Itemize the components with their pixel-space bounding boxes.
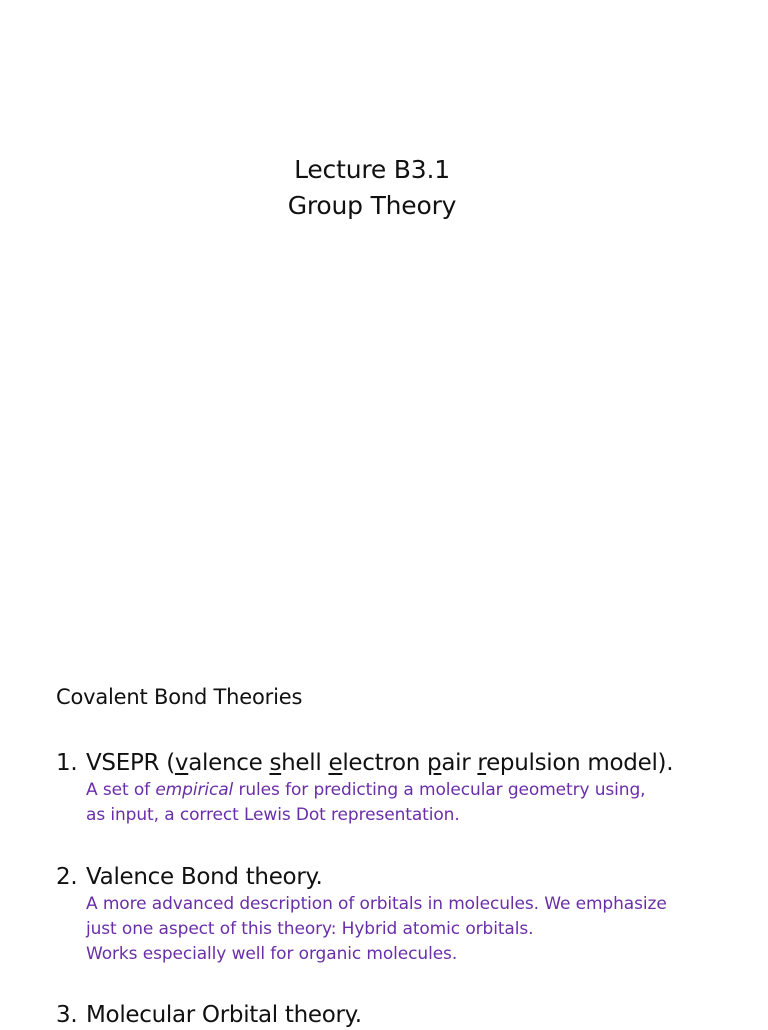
theory-description-valence-bond [86, 892, 756, 967]
slide-covalent-bond-theories [0, 650, 768, 1028]
desc-text: rules for predicting a molecular geometry using, [233, 780, 646, 800]
paren-close: ). [657, 750, 674, 776]
theory-title-molecular-orbital [56, 1000, 756, 1030]
underlined-letter-e: e [328, 750, 343, 776]
description-line: A more advanced description of orbitals in molecules. We emphasize [86, 894, 667, 914]
vsepr-acronym: VSEPR [86, 750, 160, 776]
theory-item-molecular-orbital [56, 1000, 756, 1030]
theory-title-vsepr [56, 748, 756, 778]
lecture-topic: Group Theory [287, 191, 457, 220]
lecture-number: Lecture B3.1 [294, 155, 450, 184]
description-line: just one aspect of this theory: Hybrid atomic orbitals. [86, 919, 534, 939]
underlined-letter-s: s [269, 750, 282, 776]
description-line [86, 778, 756, 803]
lecture-title-block [0, 152, 744, 224]
item-number: 2. [56, 864, 78, 890]
item-number: 3. [56, 1002, 78, 1028]
desc-text: A set of [86, 780, 156, 800]
word-shell: hell [281, 750, 329, 776]
section-heading: Covalent Bond Theories [56, 685, 303, 709]
word-pair: air [441, 750, 478, 776]
theory-name: Molecular Orbital theory. [86, 1002, 362, 1028]
theory-title-valence-bond [56, 862, 756, 892]
theory-description-vsepr [86, 778, 756, 828]
paren-open: ( [159, 750, 175, 776]
description-line: Works especially well for organic molecules. [86, 944, 458, 964]
description-line: as input, a correct Lewis Dot representation. [86, 805, 460, 825]
theory-item-vsepr [56, 748, 756, 828]
word-electron: lectron [342, 750, 428, 776]
desc-emphasis: empirical [155, 780, 234, 800]
underlined-letter-p: p [427, 750, 442, 776]
underlined-letter-r: r [477, 750, 487, 776]
theory-item-valence-bond [56, 862, 756, 967]
word-valence: alence [188, 750, 270, 776]
theory-name: Valence Bond theory. [86, 864, 323, 890]
item-number: 1. [56, 750, 78, 776]
word-repulsion-model: epulsion model [486, 750, 658, 776]
underlined-letter-v: v [174, 750, 189, 776]
